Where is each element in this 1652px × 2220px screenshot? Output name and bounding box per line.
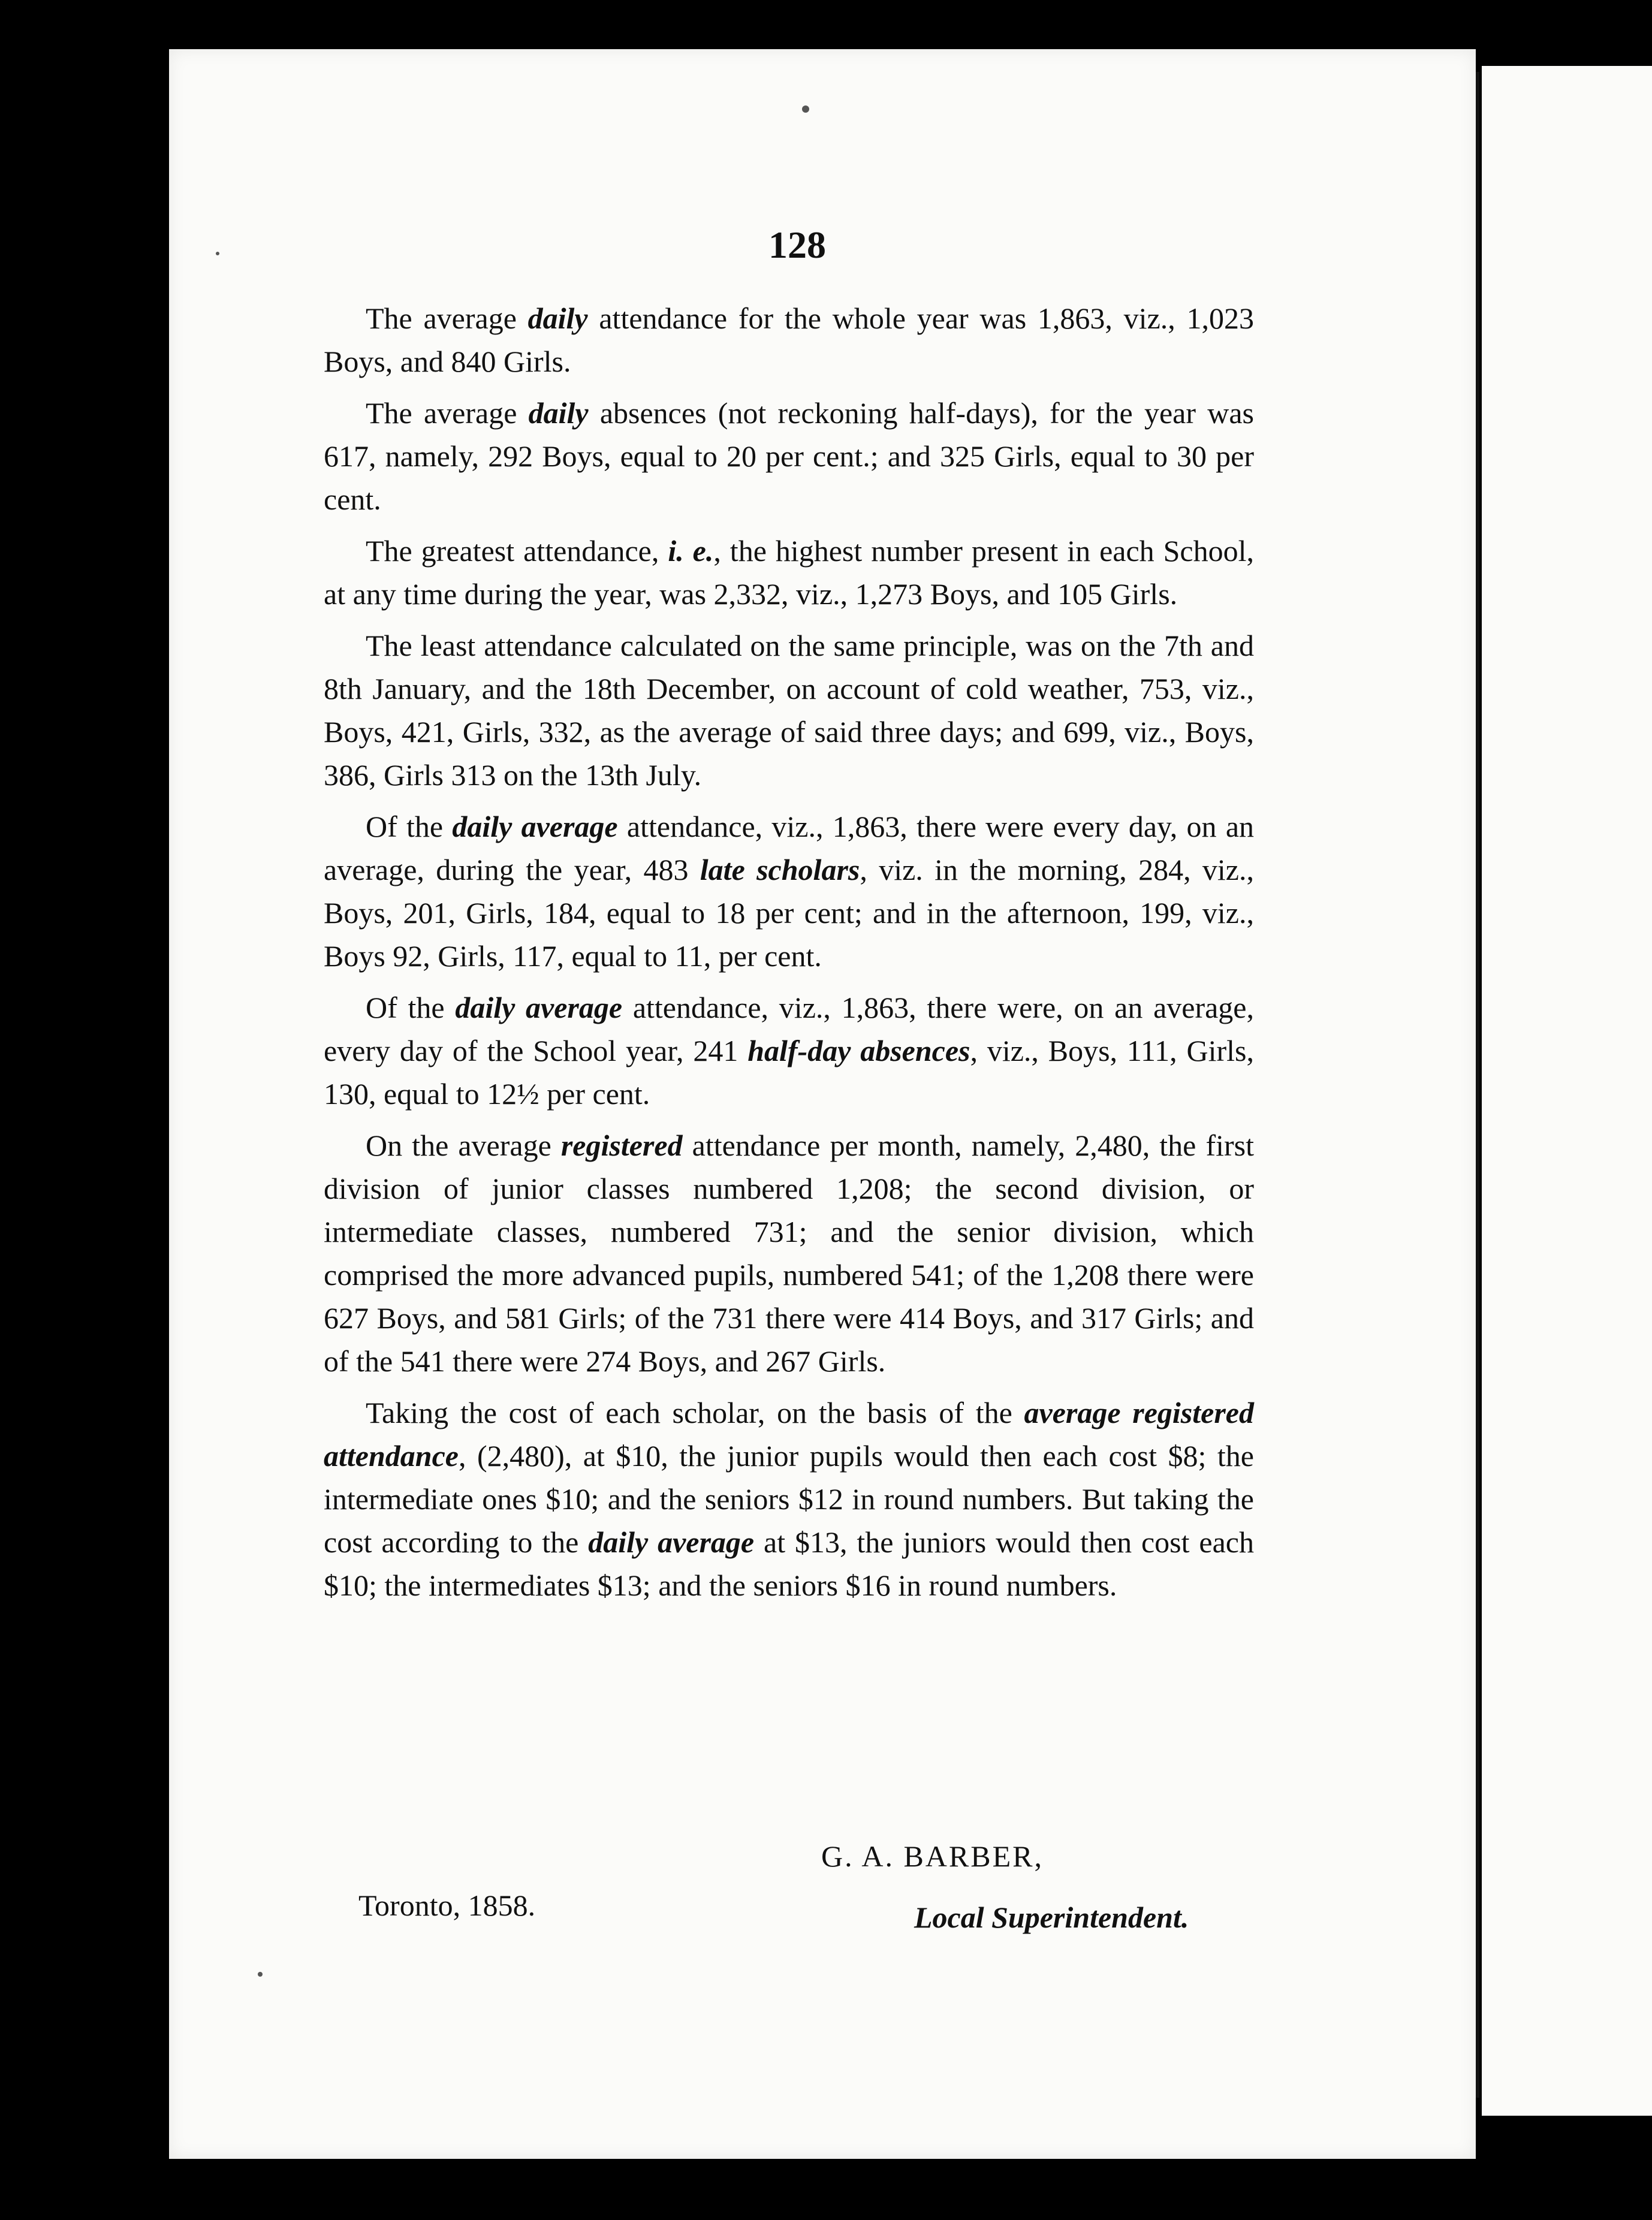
body-paragraph bbox=[324, 1124, 1254, 1383]
body-paragraph bbox=[324, 529, 1254, 616]
body-paragraph bbox=[324, 986, 1254, 1115]
emphasis-text: daily bbox=[528, 396, 589, 430]
paragraph-text: On the average bbox=[366, 1129, 561, 1162]
emphasis-text: daily average bbox=[452, 810, 618, 843]
emphasis-text: daily average bbox=[588, 1525, 755, 1559]
paragraph-text: attendance per month, namely, 2,480, the first division of junior classes numbered 1,208; the second division, or intermediate classes, numbered 731; and the senior division, which comprised the more advanced pupils, numbered 541; of the 1,208 there were 627 Boys, and 581 Girls; of the 731 there were 414 Boys, and 317 Girls; and of the 541 there were 274 Boys, and 267 Girls. bbox=[324, 1129, 1254, 1378]
body-paragraph bbox=[324, 297, 1254, 383]
paragraph-text: attendance, viz., 1,863, there were, on an average, every day of the School year, 241 bbox=[324, 991, 1254, 1067]
paragraph-text: attendance for the whole year was 1,863, viz., 1,023 Boys, and 840 Girls. bbox=[324, 301, 1254, 378]
emphasis-text: daily bbox=[527, 301, 588, 335]
paper-speck bbox=[258, 1972, 263, 1977]
emphasis-text: average registered attendance bbox=[324, 1396, 1254, 1473]
paper-speck bbox=[802, 105, 809, 113]
paragraph-text: The average bbox=[366, 301, 528, 335]
paragraph-text: Taking the cost of each scholar, on the basis of the bbox=[366, 1396, 1024, 1429]
paper-speck bbox=[216, 252, 219, 255]
emphasis-text: late scholars bbox=[700, 853, 860, 886]
paragraph-text: , viz. in the morning, 284, viz., Boys, 201, Girls, 184, equal to 18 per cent; and in the afternoon, 199, viz., Boys 92, Girls, 117, equal to 11, per cent. bbox=[324, 853, 1254, 973]
body-paragraph bbox=[324, 805, 1254, 978]
emphasis-text: half-day absences bbox=[747, 1034, 970, 1067]
signer-title: Local Superintendent. bbox=[914, 1901, 1189, 1934]
paragraph-text: Of the bbox=[366, 810, 453, 843]
emphasis-text: i. e. bbox=[668, 534, 714, 568]
paragraph-text: , (2,480), at $10, the junior pupils would then each cost $8; the intermediate ones $10; and the seniors $12 in round numbers. But taking the cost according to the bbox=[324, 1439, 1254, 1559]
paragraph-text: The least attendance calculated on the same principle, was on the 7th and 8th January, and the 18th December, on account of cold weather, 753, viz., Boys, 421, Girls, 332, as the average of said three days; and 699, viz., Boys, 386, Girls 313 on the 13th July. bbox=[324, 629, 1254, 792]
body-paragraph bbox=[324, 391, 1254, 521]
body-paragraph bbox=[324, 624, 1254, 797]
paragraph-text: absences (not reckoning half-days), for the year was 617, namely, 292 Boys, equal to 20 per cent.; and 325 Girls, equal to 30 per cent. bbox=[324, 396, 1254, 516]
paragraph-text: Of the bbox=[366, 991, 456, 1024]
emphasis-text: registered bbox=[560, 1129, 683, 1162]
adjacent-page-edge bbox=[1482, 66, 1652, 2116]
body-paragraph bbox=[324, 1391, 1254, 1607]
place-and-date: Toronto, 1858. bbox=[358, 1889, 536, 1922]
page-fold-shadow bbox=[1476, 72, 1479, 2098]
paragraph-text: , the highest number present in each School, at any time during the year, was 2,332, viz., 1,273 Boys, and 105 Girls. bbox=[324, 534, 1255, 611]
paragraph-text: at $13, the juniors would then cost each $10; the intermediates $13; and the seniors $16 in round numbers. bbox=[324, 1525, 1254, 1602]
signature-name: G. A. BARBER, bbox=[821, 1839, 1044, 1873]
body-text bbox=[324, 297, 1254, 1615]
paragraph-text: attendance, viz., 1,863, there were every day, on an average, during the year, 483 bbox=[324, 810, 1255, 886]
paragraph-text: The average bbox=[366, 396, 529, 430]
emphasis-text: daily average bbox=[455, 991, 623, 1024]
paragraph-text: The greatest attendance, bbox=[366, 534, 668, 568]
page-number: 128 bbox=[768, 224, 826, 266]
paragraph-text: , viz., Boys, 111, Girls, 130, equal to 12½ per cent. bbox=[324, 1034, 1255, 1111]
